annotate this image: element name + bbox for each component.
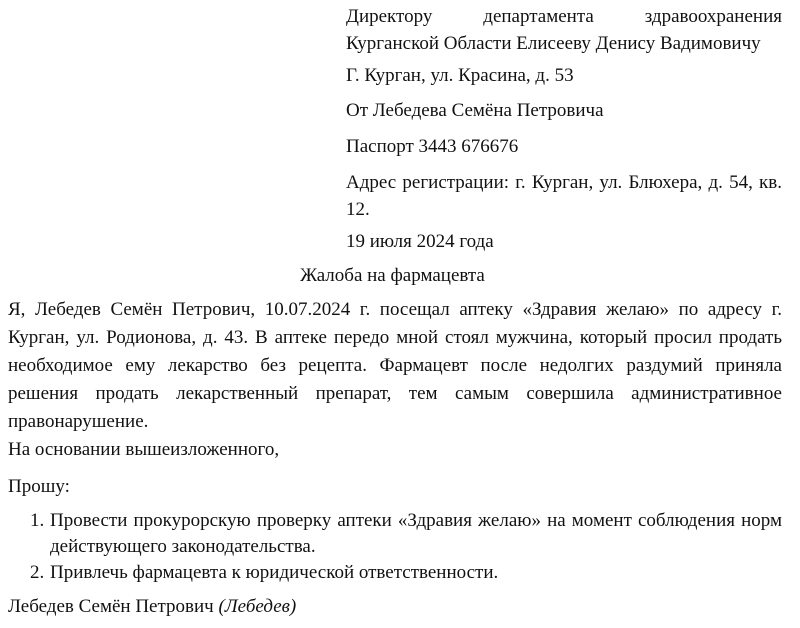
request-label: Прошу: bbox=[8, 476, 70, 497]
signature-name: Лебедев Семён Петрович bbox=[8, 596, 214, 617]
addressee-line: Директору департамента здравоохранения Курганской Области Елисееву Денису Вадимовичу bbox=[346, 6, 782, 54]
addressee-address: Г. Курган, ул. Красина, д. 53 bbox=[346, 65, 574, 86]
sender-passport: Паспорт 3443 676676 bbox=[346, 136, 519, 157]
request-item-text: Провести прокурорскую проверку аптеки «Здравия желаю» на момент соблюдения норм действующего законодательства. bbox=[50, 510, 782, 557]
signature-line bbox=[8, 593, 296, 620]
request-item-number: 2. bbox=[30, 562, 45, 583]
request-item bbox=[30, 508, 782, 560]
request-item bbox=[30, 560, 782, 586]
signature-mark: (Лебедев) bbox=[218, 596, 297, 617]
request-item-number: 1. bbox=[30, 510, 45, 531]
document-title-row bbox=[0, 262, 800, 289]
document-date: 19 июля 2024 года bbox=[346, 231, 494, 252]
basis-line: На основании вышеизложенного, bbox=[8, 439, 280, 460]
request-item-text: Привлечь фармацевта к юридической ответственности. bbox=[50, 562, 499, 583]
sender-name: От Лебедева Семёна Петровича bbox=[346, 100, 604, 121]
document-title: Жалоба на фармацевта bbox=[300, 265, 485, 286]
sender-registration-address: Адрес регистрации: г. Курган, ул. Блюхера, д. 54, кв. 12. bbox=[346, 172, 782, 220]
complaint-body: Я, Лебедев Семён Петрович, 10.07.2024 г. посещал аптеку «Здравия желаю» по адресу г. Курган, ул. Родионова, д. 43. В аптеке передо мной стоял мужчина, который просил продать необходимое ему лекарство без рецепта. Фармацевт после недолгих раздумий приняла решения продать лекарственный препарат, тем самым совершила административное правонарушение. bbox=[8, 299, 782, 432]
request-list bbox=[30, 508, 782, 586]
